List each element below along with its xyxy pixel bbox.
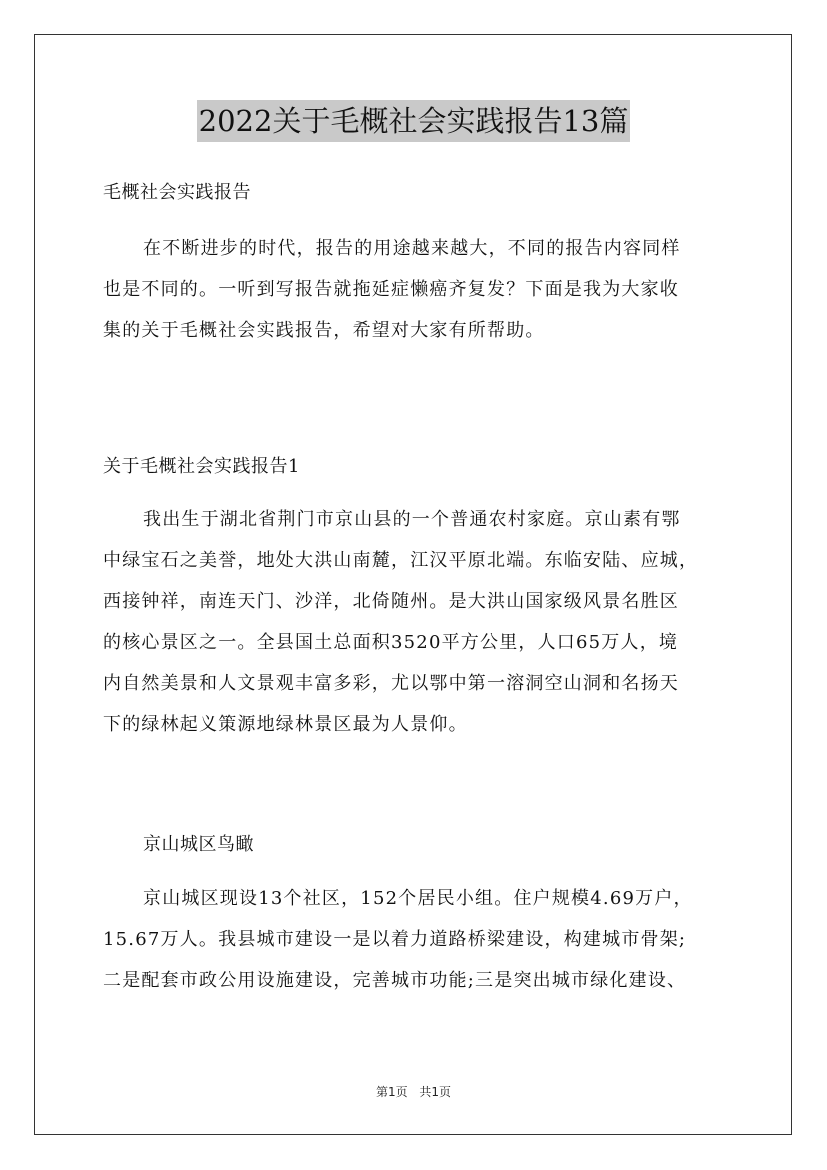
section1-paragraph — [103, 499, 743, 745]
section1-line: 内自然美景和人文景观丰富多彩，尤以鄂中第一溶洞空山洞和名扬天 — [103, 673, 679, 694]
section1-line: 下的绿林起义策源地绿林景区最为人景仰。 — [103, 714, 468, 735]
subheading-aerial-view: 京山城区鸟瞰 — [143, 834, 254, 855]
section1-line: 中绿宝石之美誉，地处大洪山南麓，江汉平原北端。东临安陆、应城， — [103, 550, 699, 571]
page-footer — [0, 1083, 827, 1100]
intro-line: 也是不同的。一听到写报告就拖延症懒癌齐复发？下面是我为大家收 — [103, 279, 679, 300]
section2-line: 二是配套市政公用设施建设，完善城市功能;三是突出城市绿化建设、 — [103, 970, 687, 991]
intro-paragraph — [103, 228, 743, 351]
section1-line: 我出生于湖北省荆门市京山县的一个普通农村家庭。京山素有鄂 — [143, 509, 681, 530]
section2-paragraph — [103, 878, 743, 1001]
intro-line: 在不断进步的时代，报告的用途越来越大，不同的报告内容同样 — [143, 238, 681, 259]
page-total: 共1页 — [419, 1085, 452, 1099]
title-container — [0, 100, 827, 142]
section1-line: 的核心景区之一。全县国土总面积3520平方公里，人口65万人，境 — [103, 632, 679, 653]
document-title: 2022关于毛概社会实践报告13篇 — [197, 100, 631, 142]
section1-line: 西接钟祥，南连天门、沙洋，北倚随州。是大洪山国家级风景名胜区 — [103, 591, 679, 612]
section2-line: 京山城区现设13个社区，152个居民小组。住户规模4.69万户， — [143, 888, 693, 909]
section1-heading: 关于毛概社会实践报告1 — [103, 456, 300, 477]
section2-line: 15.67万人。我县城市建设一是以着力道路桥梁建设，构建城市骨架; — [103, 929, 687, 950]
intro-heading: 毛概社会实践报告 — [103, 182, 251, 203]
page-number: 第1页 — [375, 1085, 408, 1099]
intro-line: 集的关于毛概社会实践报告，希望对大家有所帮助。 — [103, 320, 545, 341]
